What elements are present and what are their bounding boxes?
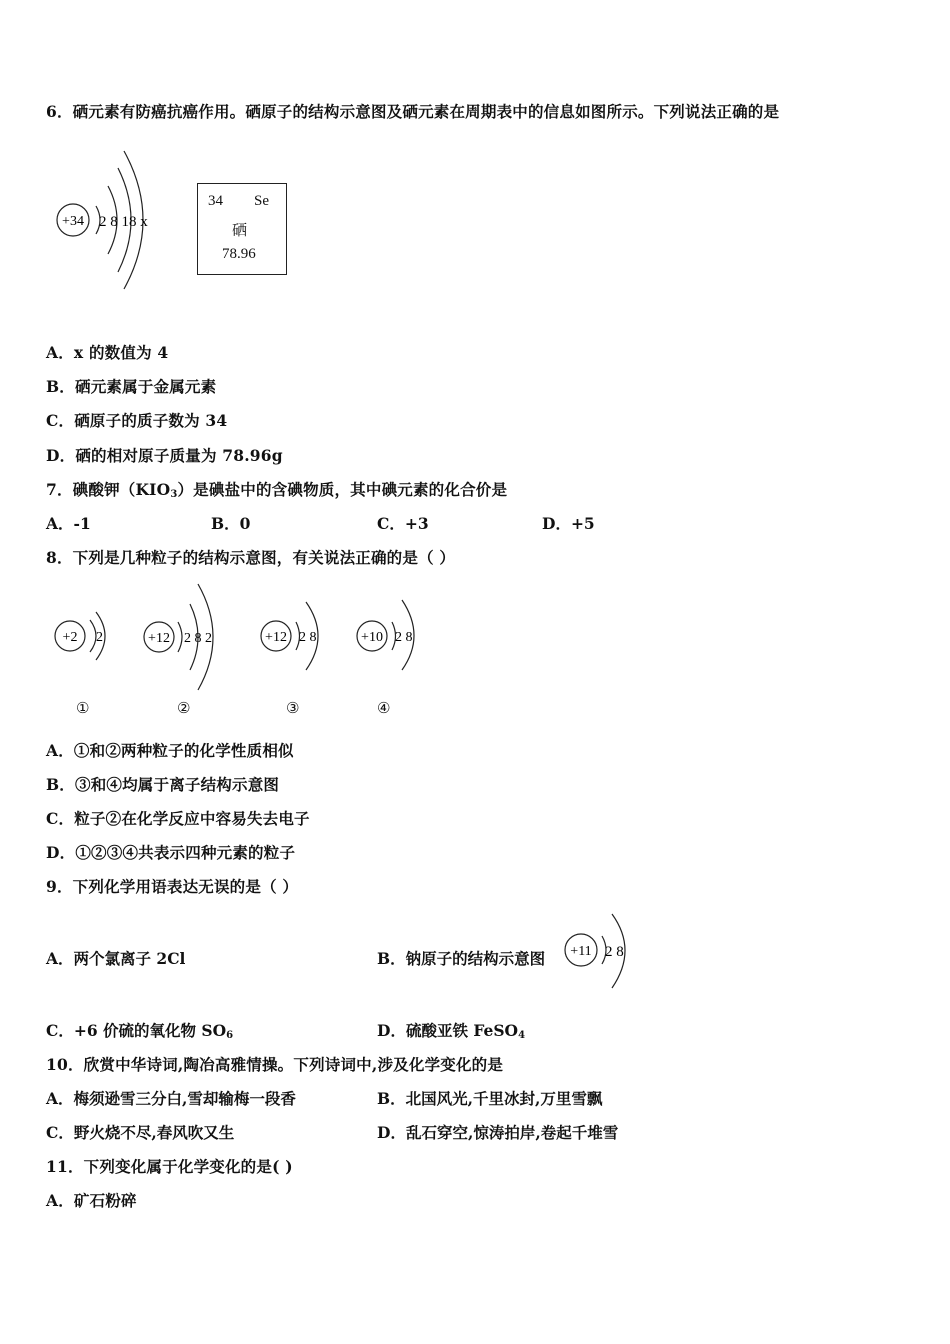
svg-text:+12: +12 (265, 630, 287, 645)
q9-option-b: B．钠原子的结构示意图 (377, 949, 546, 968)
element-symbol: Se (254, 193, 269, 209)
q8-option-b: B．③和④均属于离子结构示意图 (46, 775, 280, 794)
q9-option-c: C．+6 价硫的氧化物 $SO_6$ (46, 1021, 234, 1041)
svg-text:2 8: 2 8 (395, 630, 413, 645)
q6-option-c: C．硒原子的质子数为 34 (46, 411, 228, 430)
q10-option-b: B．北国风光,千里冰封,万里雪飘 (377, 1089, 603, 1108)
q8-option-a: A．①和②两种粒子的化学性质相似 (46, 741, 294, 760)
particle-diagram-4 (352, 594, 427, 674)
svg-text:2: 2 (96, 630, 103, 645)
q6-option-b: B．硒元素属于金属元素 (46, 377, 217, 396)
q8-option-d: D．①②③④共表示四种元素的粒子 (46, 843, 296, 862)
svg-text:2 8: 2 8 (299, 630, 317, 645)
element-number: 34 (208, 193, 223, 209)
particle-label-2: ② (177, 699, 191, 717)
q11-option-a: A．矿石粉碎 (46, 1191, 137, 1210)
svg-text:+12: +12 (148, 631, 170, 646)
svg-text:+11: +11 (570, 944, 592, 959)
particle-diagram-2 (140, 582, 230, 694)
periodic-table-cell-selenium (197, 183, 287, 275)
q9-option-d: D．硫酸亚铁 FeSO$_4$ (377, 1021, 526, 1041)
selenium-atom-diagram (52, 148, 172, 293)
q8-option-c: C．粒子②在化学反应中容易失去电子 (46, 809, 310, 828)
svg-text:2 8 2: 2 8 2 (184, 631, 212, 646)
q7-option-c: C．+3 (377, 514, 429, 533)
q7-option-b: B．0 (211, 514, 251, 533)
q6-option-d: D．硒的相对原子质量为 78.96g (46, 446, 283, 465)
particle-diagram-3 (256, 596, 331, 676)
sodium-atom-diagram (560, 908, 640, 994)
question-10-stem: 10．欣赏中华诗词,陶冶高雅情操。下列诗词中,涉及化学变化的是 (46, 1055, 504, 1074)
question-8-stem: 8．下列是几种粒子的结构示意图，有关说法正确的是（ ） (46, 548, 456, 567)
element-mass: 78.96 (222, 246, 256, 262)
question-9-stem: 9．下列化学用语表达无误的是（ ） (46, 877, 299, 896)
svg-text:2 8: 2 8 (605, 944, 624, 960)
q10-option-c: C．野火烧不尽,春风吹又生 (46, 1123, 235, 1142)
q10-option-d: D．乱石穿空,惊涛拍岸,卷起千堆雪 (377, 1123, 619, 1142)
q9-option-a: A．两个氯离子 2Cl (46, 949, 186, 968)
particle-label-4: ④ (377, 699, 391, 717)
particle-diagram-1 (52, 608, 112, 668)
selenium-electron-shells: 2 8 18 x (99, 214, 148, 230)
element-name: 硒 (232, 221, 248, 239)
particle-label-3: ③ (286, 699, 300, 717)
q6-option-a: A．x 的数值为 4 (46, 343, 169, 362)
q7-option-d: D．+5 (542, 514, 595, 533)
selenium-nucleus-charge: +34 (62, 214, 84, 229)
question-11-stem: 11．下列变化属于化学变化的是( ) (46, 1157, 293, 1176)
question-6-stem: 6．硒元素有防癌抗癌作用。硒原子的结构示意图及硒元素在周期表中的信息如图所示。下列说法正确的是 (46, 102, 780, 121)
question-7-stem: 7．碘酸钾$(KIO_3)$是碘盐中的含碘物质，其中碘元素的化合价是 (46, 480, 508, 500)
svg-text:+2: +2 (62, 630, 78, 645)
q10-option-a: A．梅须逊雪三分白,雪却输梅一段香 (46, 1089, 296, 1108)
particle-label-1: ① (76, 699, 90, 717)
svg-text:+10: +10 (361, 630, 383, 645)
q7-option-a: A．-1 (46, 514, 91, 533)
